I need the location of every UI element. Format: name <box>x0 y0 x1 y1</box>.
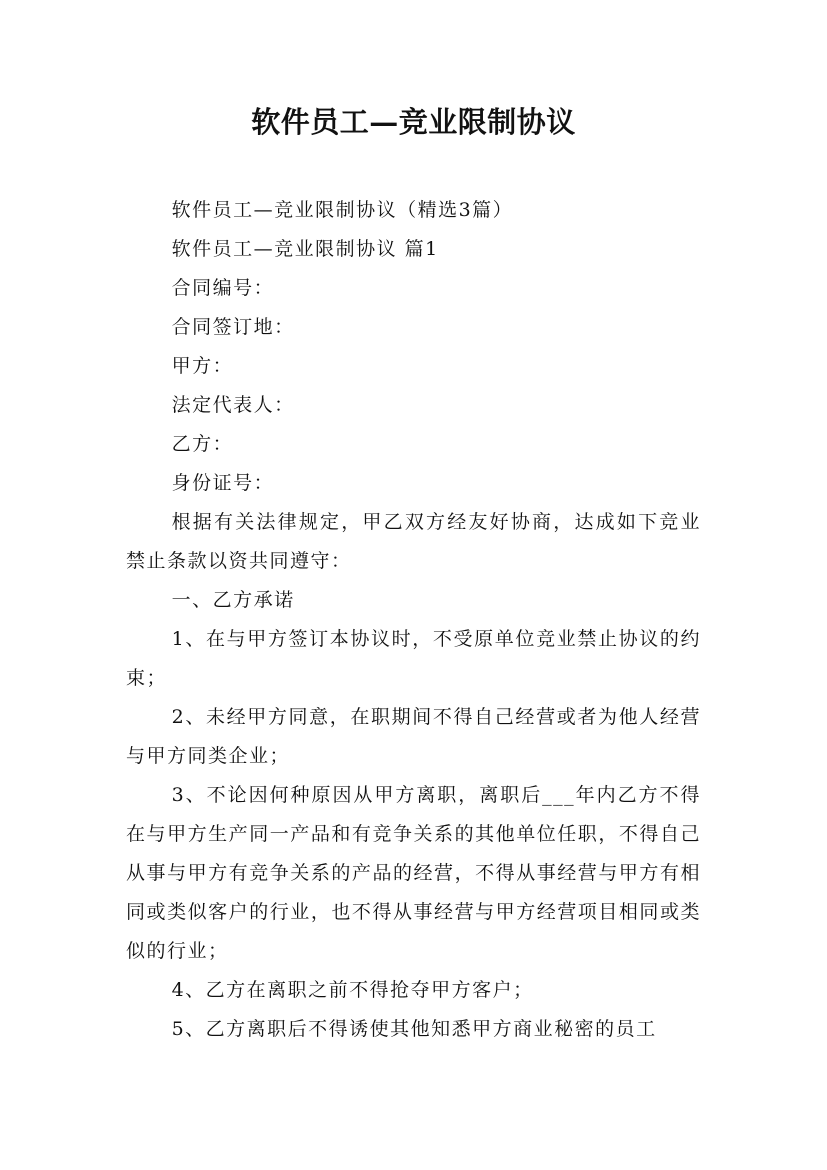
paragraph-signing-place: 合同签订地： <box>171 316 295 338</box>
document-body <box>126 191 701 1049</box>
paragraph-clause-heading: 一、乙方承诺 <box>171 589 295 611</box>
paragraph-section-heading: 软件员工—竞业限制协议 篇1 <box>171 238 439 260</box>
paragraph-clause-4: 4、乙方在离职之前不得抢夺甲方客户； <box>171 979 534 1001</box>
paragraph-party-a: 甲方： <box>171 355 234 377</box>
paragraph-id-number: 身份证号： <box>171 472 275 494</box>
paragraph-legal-representative: 法定代表人： <box>171 394 295 416</box>
paragraph-clause-1: 1、在与甲方签订本协议时，不受原单位竞业禁止协议的约束； <box>126 628 701 689</box>
paragraph-party-b: 乙方： <box>171 433 234 455</box>
paragraph-clause-3: 3、不论因何种原因从甲方离职，离职后___年内乙方不得在与甲方生产同一产品和有竞争关系的其他单位任职，不得自己从事与甲方有竞争关系的产品的经营，不得从事经营与甲方有相同或类似客户的行业，也不得从事经营与甲方经营项目相同或类似的行业； <box>126 784 701 962</box>
paragraph-contract-number: 合同编号： <box>171 277 275 299</box>
paragraph-preamble: 根据有关法律规定，甲乙双方经友好协商，达成如下竞业禁止条款以资共同遵守： <box>126 511 701 572</box>
paragraph-clause-5: 5、乙方离职后不得诱使其他知悉甲方商业秘密的员工 <box>171 1018 657 1040</box>
document-title: 软件员工—竞业限制协议 <box>251 105 576 139</box>
paragraph-clause-2: 2、未经甲方同意，在职期间不得自己经营或者为他人经营与甲方同类企业； <box>126 706 701 767</box>
paragraph-subtitle: 软件员工—竞业限制协议（精选3篇） <box>171 199 514 221</box>
